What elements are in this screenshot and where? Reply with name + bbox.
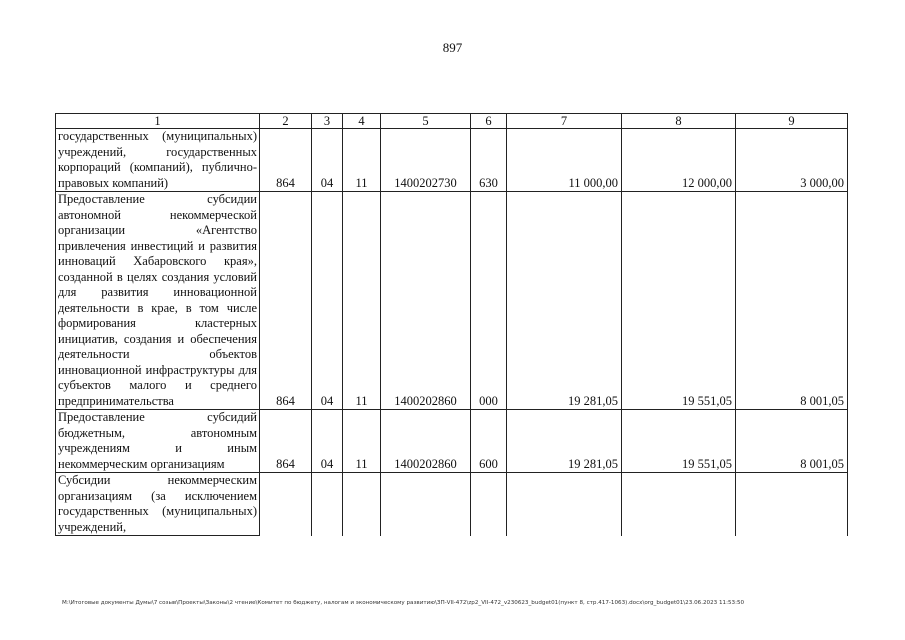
budget-table bbox=[55, 113, 848, 536]
footer-file-path: M:\Итоговые документы Думы\7 созыв\Проекты\Законы\2 чтение\Комитет по бюджету, налогам и экономическому развитию\ЗП-VII-472\zp2_VII-472_v230623_budget01(пункт 8, стр.417-1063).docx\org_budget01\23.06.2023 11:53:50 bbox=[62, 600, 745, 606]
table-header-row bbox=[56, 114, 848, 129]
cell-amount-7: 19 281,05 bbox=[507, 192, 622, 410]
cell-amount-8: 19 551,05 bbox=[622, 192, 736, 410]
header-cell: 5 bbox=[381, 114, 471, 129]
table-row bbox=[56, 129, 848, 192]
cell-amount-9: 8 001,05 bbox=[736, 192, 848, 410]
cell-ministry-code: 864 bbox=[260, 410, 312, 473]
cell-section bbox=[312, 473, 343, 536]
cell-section: 04 bbox=[312, 410, 343, 473]
cell-subsection: 11 bbox=[343, 410, 381, 473]
cell-target-code: 1400202860 bbox=[381, 192, 471, 410]
cell-section: 04 bbox=[312, 192, 343, 410]
cell-expense-type: 630 bbox=[471, 129, 507, 192]
cell-subsection: 11 bbox=[343, 129, 381, 192]
cell-amount-8: 12 000,00 bbox=[622, 129, 736, 192]
cell-ministry-code: 864 bbox=[260, 129, 312, 192]
table-row bbox=[56, 192, 848, 410]
table-row bbox=[56, 410, 848, 473]
header-cell: 8 bbox=[622, 114, 736, 129]
header-cell: 7 bbox=[507, 114, 622, 129]
cell-amount-8: 19 551,05 bbox=[622, 410, 736, 473]
cell-target-code: 1400202730 bbox=[381, 129, 471, 192]
cell-amount-9: 3 000,00 bbox=[736, 129, 848, 192]
cell-expense-type: 000 bbox=[471, 192, 507, 410]
page-number: 897 bbox=[442, 40, 463, 55]
header-cell: 9 bbox=[736, 114, 848, 129]
header-cell: 4 bbox=[343, 114, 381, 129]
table-row bbox=[56, 473, 848, 536]
cell-target-code bbox=[381, 473, 471, 536]
header-cell: 3 bbox=[312, 114, 343, 129]
cell-amount-9 bbox=[736, 473, 848, 536]
cell-ministry-code bbox=[260, 473, 312, 536]
cell-amount-9: 8 001,05 bbox=[736, 410, 848, 473]
cell-expense-type bbox=[471, 473, 507, 536]
row-description: Предоставление субсидий бюджетным, автономным учреждениям и иным некоммерческим организациям bbox=[56, 410, 260, 473]
cell-amount-8 bbox=[622, 473, 736, 536]
cell-amount-7: 11 000,00 bbox=[507, 129, 622, 192]
cell-target-code: 1400202860 bbox=[381, 410, 471, 473]
cell-subsection: 11 bbox=[343, 192, 381, 410]
cell-subsection bbox=[343, 473, 381, 536]
header-cell: 1 bbox=[56, 114, 260, 129]
row-description: Предоставление субсидии автономной некоммерческой организации «Агентство привлечения инвестиций и развития инноваций Хабаровского края», созданной в целях создания условий для развития инновационной деятельности в крае, в том числе формирования кластерных инициатив, создания и обеспечения деятельности объектов инновационной инфраструктуры для субъектов малого и среднего предпринимательства bbox=[56, 192, 260, 410]
cell-amount-7 bbox=[507, 473, 622, 536]
cell-expense-type: 600 bbox=[471, 410, 507, 473]
header-cell: 2 bbox=[260, 114, 312, 129]
cell-section: 04 bbox=[312, 129, 343, 192]
row-description: государственных (муниципальных) учреждений, государственных корпораций (компаний), публично-правовых компаний) bbox=[56, 129, 260, 192]
header-cell: 6 bbox=[471, 114, 507, 129]
row-description: Субсидии некоммерческим организациям (за исключением государственных (муниципальных) учреждений, bbox=[56, 473, 260, 536]
cell-amount-7: 19 281,05 bbox=[507, 410, 622, 473]
cell-ministry-code: 864 bbox=[260, 192, 312, 410]
